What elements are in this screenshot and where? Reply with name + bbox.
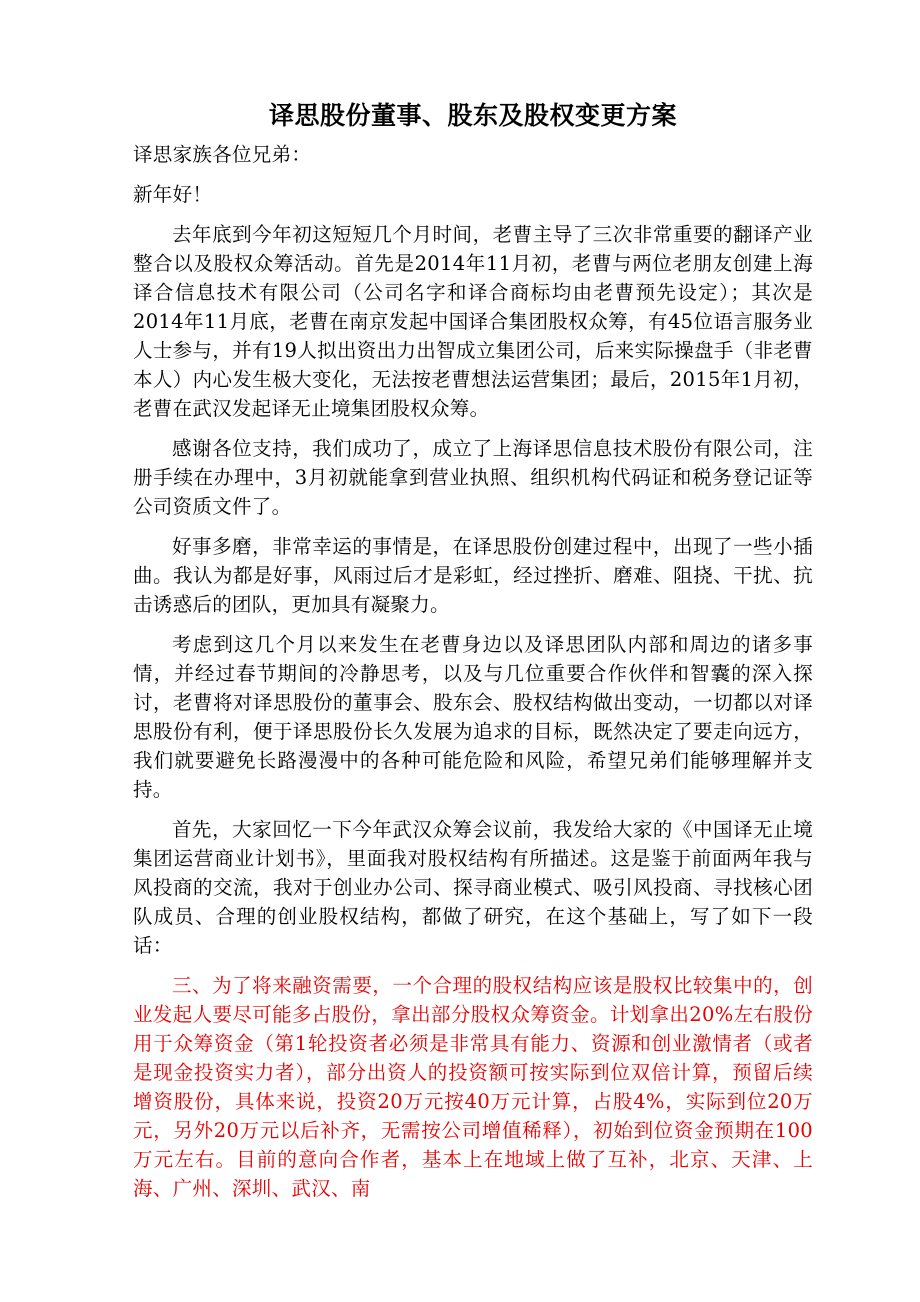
greeting-line: 译思家族各位兄弟： (133, 143, 312, 166)
paragraph-history: 去年底到今年初这短短几个月时间，老曹主导了三次非常重要的翻译产业整合以及股权众筹活动。首先是2014年11月初，老曹与两位老朋友创建上海译合信息技术有限公司（公司名字和译合商标均由老曹预先设定）；其次是2014年11月底，老曹在南京发起中国译合集团股权众筹，有45位语言服务业人士参与，并有19人拟出资出力出智成立集团公司，后来实际操盘手（非老曹本人）内心发生极大变化，无法按老曹想法运营集团；最后，2015年1月初，老曹在武汉发起译无止境集团股权众筹。 (133, 223, 813, 420)
document-title: 译思股份董事、股东及股权变更方案 (268, 101, 677, 130)
new-year-greeting: 新年好！ (133, 183, 213, 206)
paragraph-setbacks: 好事多磨，非常幸运的事情是，在译思股份创建过程中，出现了一些小插曲。我认为都是好事，风雨过后才是彩虹，经过挫折、磨难、阻挠、干扰、抗击诱惑后的团队，更加具有凝聚力。 (133, 535, 813, 616)
paragraph-restructure: 考虑到这几个月以来发生在老曹身边以及译思团队内部和周边的诸多事情，并经过春节期间的冷静思考，以及与几位重要合作伙伴和智囊的深入探讨，老曹将对译思股份的董事会、股东会、股权结构做出变动，一切都以对译思股份有利，便于译思股份长久发展为追求的目标，既然决定了要走向远方，我们就要避免长路漫漫中的各种可能危险和风险，希望兄弟们能够理解并支持。 (133, 633, 813, 801)
quoted-equity-plan: 三、为了将来融资需要，一个合理的股权结构应该是股权比较集中的，创业发起人要尽可能多占股份，拿出部分股权众筹资金。计划拿出20%左右股份用于众筹资金（第1轮投资者必须是非常具有能力、资源和创业激情者（或者是现金投资实力者），部分出资人的投资额可按实际到位双倍计算，预留后续增资股份，具体来说，投资20万元按40万元计算，占股4%，实际到位20万元，另外20万元以后补齐，无需按公司增值稀释），初始到位资金预期在100万元左右。目前的意向合作者，基本上在地域上做了互补，北京、天津、上海、广州、深圳、武汉、南 (133, 974, 813, 1200)
document-page (133, 96, 813, 1214)
paragraph-business-plan: 首先，大家回忆一下今年武汉众筹会议前，我发给大家的《中国译无止境集团运营商业计划书》，里面我对股权结构有所描述。这是鉴于前面两年我与风投商的交流，我对于创业办公司、探寻商业模式、吸引风投商、寻找核心团队成员、合理的创业股权结构，都做了研究，在这个基础上，写了如下一段话： (133, 818, 813, 957)
paragraph-thanks: 感谢各位支持，我们成功了，成立了上海译思信息技术股份有限公司，注册手续在办理中，3月初就能拿到营业执照、组织机构代码证和税务登记证等公司资质文件了。 (133, 437, 813, 518)
